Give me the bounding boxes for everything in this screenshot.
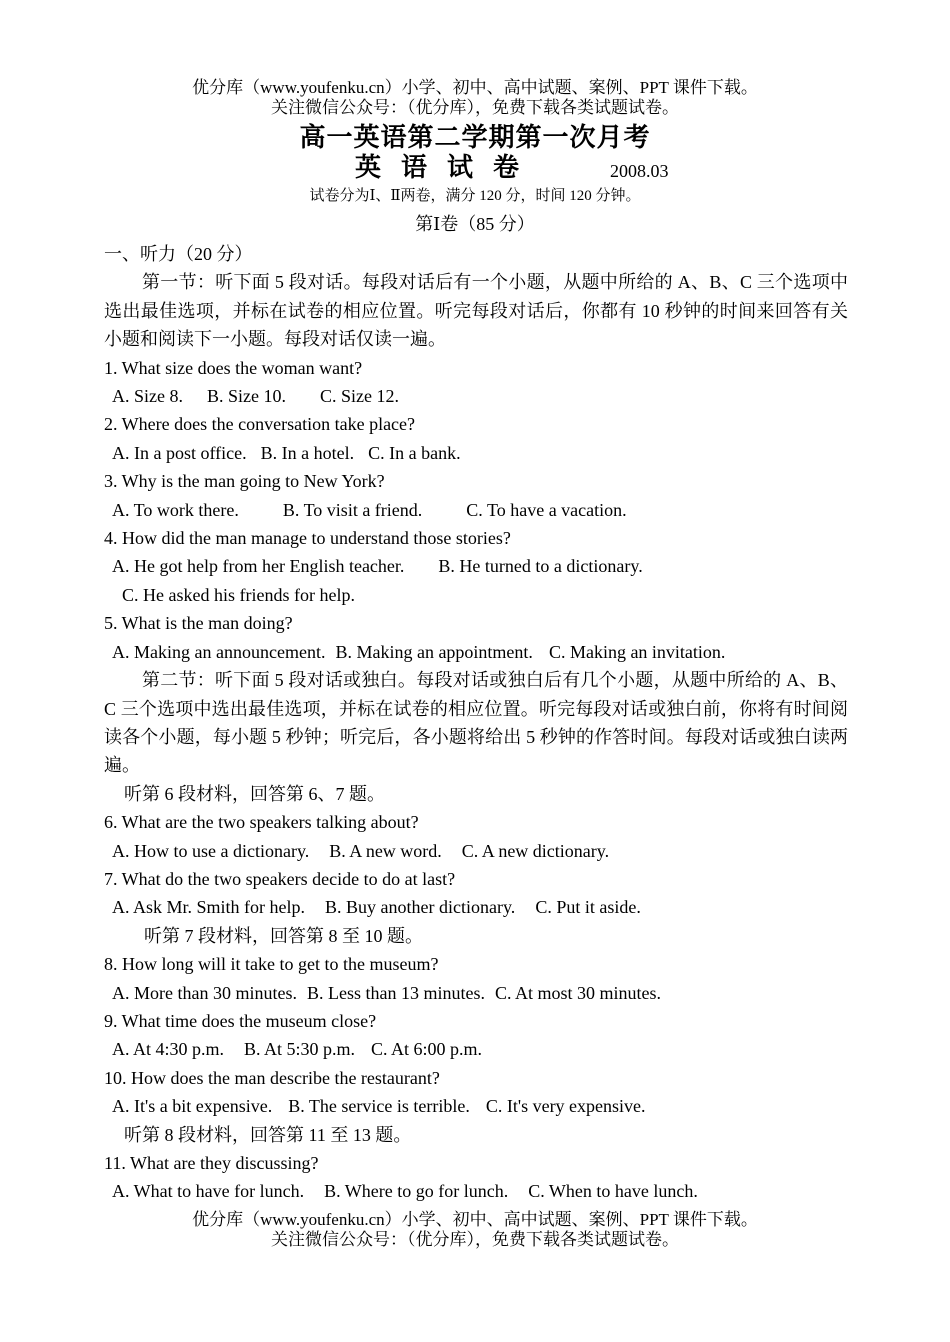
option-b: B. Less than 13 minutes. [306,982,485,1003]
option-c: C. To have a vacation. [466,499,627,520]
header-line-2: 关注微信公众号：（优分库），免费下载各类试题试卷。 [271,98,679,117]
option-a: A. How to use a dictionary. [112,840,310,861]
option-a: A. He got help from her English teacher. [112,556,405,577]
option-b: B. A new word. [329,840,442,861]
exam-body [104,240,848,1206]
option-c: C. Making an invitation. [548,641,726,662]
header-line-1: 优分库（www.youfenku.cn）小学、初中、高中试题、案例、PPT 课件下载。 [192,78,758,97]
question-stem: 8. How long will it take to get to the museum? [104,954,439,975]
option-a: A. Ask Mr. Smith for help. [112,897,306,918]
part1-instructions: 第一节：听下面 5 段对话。每段对话后有一个小题，从题中所给的 A、B、C 三个选项中选出最佳选项，并标在试卷的相应位置。听完每段对话后，你都有 10 秒钟的时间来回答有关小题和阅读下一小题。每段对话仅读一遍。 [104,272,848,350]
question-options [104,837,848,865]
option-c: C. At most 30 minutes. [494,982,662,1003]
option-b: B. Where to go for lunch. [324,1181,509,1202]
page-footer [0,1210,950,1250]
option-c: C. It's very expensive. [485,1096,646,1117]
option-b: B. To visit a friend. [282,499,423,520]
option-c: C. A new dictionary. [461,840,610,861]
option-b: B. Buy another dictionary. [325,897,516,918]
question-stem: 1. What size does the woman want? [104,357,363,378]
material-note: 听第 7 段材料，回答第 8 至 10 题。 [144,925,423,946]
option-b: B. The service is terrible. [288,1096,470,1117]
subtitle-row [0,152,950,184]
option-b: B. Making an appointment. [335,641,533,662]
question-stem: 3. Why is the man going to New York? [104,471,385,492]
option-b: B. Size 10. [207,386,286,407]
question-stem: 10. How does the man describe the restaurant? [104,1067,440,1088]
footer-line-1: 优分库（www.youfenku.cn）小学、初中、高中试题、案例、PPT 课件下载。 [192,1210,758,1229]
exam-subtitle: 英语试卷 [355,153,540,182]
option-a: A. In a post office. [112,442,247,463]
question-options [104,581,848,609]
exam-date: 2008.03 [610,161,669,181]
option-a: A. Size 8. [112,386,183,407]
question-stem: 11. What are they discussing? [104,1153,319,1173]
question-stem: 6. What are the two speakers talking about? [104,812,419,833]
option-c: C. When to have lunch. [528,1181,698,1202]
option-b: B. In a hotel. [260,442,355,463]
section-heading: 一、听力（20 分） [104,244,253,264]
question-options [104,1177,848,1205]
exam-note: 试卷分为Ⅰ、Ⅱ两卷，满分 120 分，时间 120 分钟。 [309,188,641,204]
option-a: A. At 4:30 p.m. [112,1039,225,1060]
option-a: A. It's a bit expensive. [112,1096,273,1117]
question-options [104,382,848,410]
question-stem: 5. What is the man doing? [104,613,293,634]
question-options [104,496,848,524]
question-options [104,979,848,1007]
option-a: A. To work there. [112,499,239,520]
option-c: C. Put it aside. [535,897,641,918]
option-c: C. At 6:00 p.m. [371,1039,483,1060]
question-options [104,638,848,666]
option-c: C. He asked his friends for help. [122,584,355,605]
option-c: C. In a bank. [368,442,461,463]
option-a: A. Making an announcement. [112,641,326,662]
question-stem: 2. Where does the conversation take place? [104,414,416,435]
question-options [104,1035,848,1063]
option-b: B. At 5:30 p.m. [244,1039,356,1060]
question-options [104,893,848,921]
question-options [104,1092,848,1120]
option-b: B. He turned to a dictionary. [438,556,643,577]
part2-instructions: 第二节：听下面 5 段对话或独白。每段对话或独白后有几个小题，从题中所给的 A、B、C 三个选项中选出最佳选项，并标在试卷的相应位置。听完每段对话或独白前，你将有时间阅读各个小题，每小题 5 秒钟；听完后，各小题将给出 5 秒钟的作答时间。每段对话或独白读两遍。 [104,670,848,776]
material-note: 听第 6 段材料，回答第 6、7 题。 [124,783,385,804]
question-stem: 9. What time does the museum close? [104,1010,377,1031]
option-a: A. What to have for lunch. [112,1181,305,1202]
option-c: C. Size 12. [320,386,399,407]
footer-line-2: 关注微信公众号：（优分库），免费下载各类试题试卷。 [271,1230,679,1249]
question-stem: 4. How did the man manage to understand those stories? [104,528,511,549]
question-options [104,552,848,580]
exam-title: 高一英语第二学期第一次月考 [299,123,651,152]
option-a: A. More than 30 minutes. [112,982,297,1003]
question-options [104,439,848,467]
question-stem: 7. What do the two speakers decide to do at last? [104,868,456,889]
material-note: 听第 8 段材料，回答第 11 至 13 题。 [124,1124,412,1145]
volume-heading: 第Ⅰ卷（85 分） [415,214,535,234]
